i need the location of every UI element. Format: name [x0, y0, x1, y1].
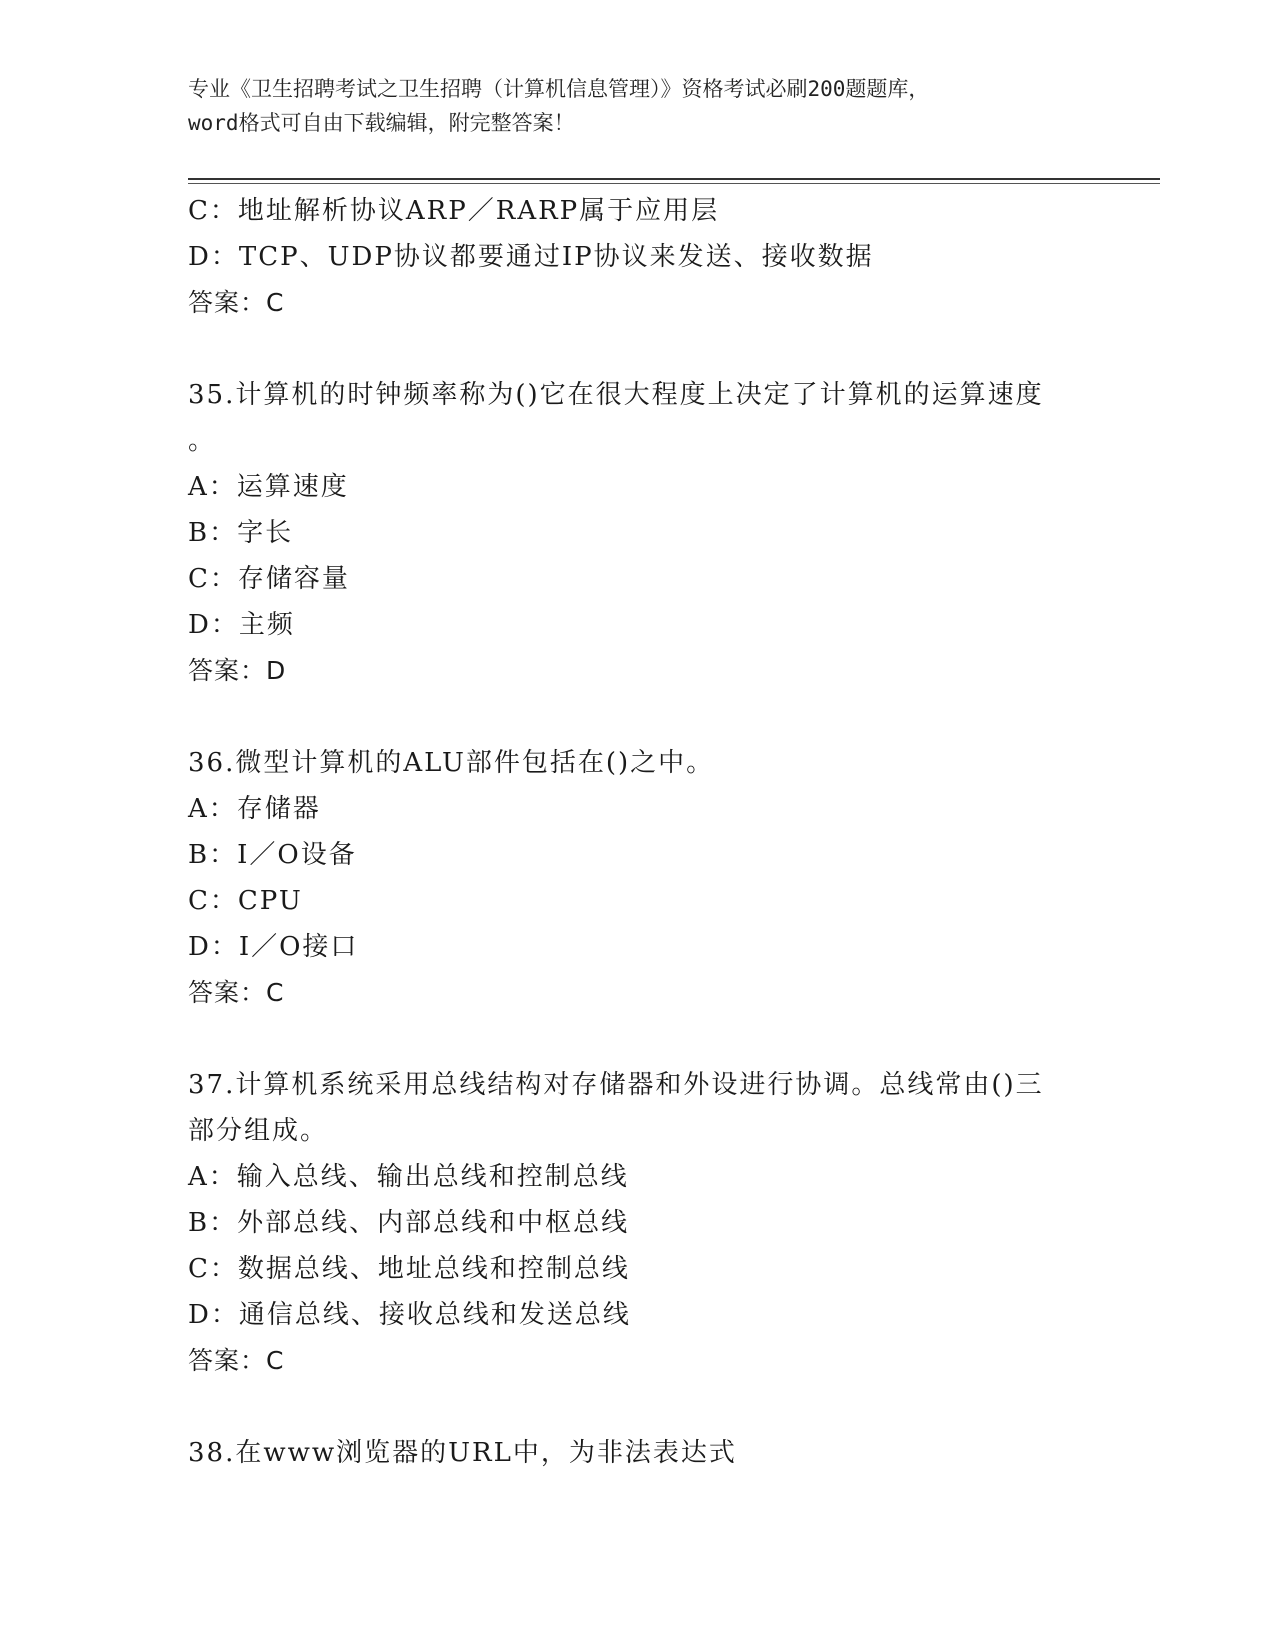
- spacer: [188, 1384, 1088, 1430]
- option-b: B：字长: [188, 518, 294, 548]
- option-d: D：I／O接口: [188, 932, 359, 962]
- question-list: [188, 188, 1088, 1476]
- question-37: [188, 1062, 1088, 1384]
- option-c: C：CPU: [188, 886, 303, 916]
- header-title-line2: word格式可自由下载编辑，附完整答案！: [188, 111, 575, 135]
- header-divider-thick: [188, 178, 1160, 180]
- question-stem: 37.计算机系统采用总线结构对存储器和外设进行协调。总线常由()三: [188, 1070, 1044, 1100]
- header-divider-thin: [188, 183, 1160, 184]
- answer-line: 答案：C: [188, 288, 285, 317]
- spacer: [188, 694, 1088, 740]
- option-d: D：通信总线、接收总线和发送总线: [188, 1300, 631, 1330]
- option-c: C：存储容量: [188, 564, 350, 594]
- option-a: A：输入总线、输出总线和控制总线: [188, 1162, 629, 1192]
- header-title-line1: 专业《卫生招聘考试之卫生招聘（计算机信息管理）》资格考试必刷200题题库，: [188, 77, 930, 101]
- question-38: [188, 1430, 1088, 1476]
- answer-line: 答案：C: [188, 978, 285, 1007]
- option-d: D：TCP、UDP协议都要通过IP协议来发送、接收数据: [188, 242, 874, 272]
- question-stem: 36.微型计算机的ALU部件包括在()之中。: [188, 748, 715, 778]
- option-c: C：地址解析协议ARP／RARP属于应用层: [188, 196, 720, 226]
- option-b: B：I／O设备: [188, 840, 357, 870]
- answer-line: 答案：D: [188, 656, 287, 685]
- answer-line: 答案：C: [188, 1346, 285, 1375]
- question-prev-continued: [188, 188, 1088, 326]
- question-35: [188, 372, 1088, 694]
- option-a: A：存储器: [188, 794, 321, 824]
- option-c: C：数据总线、地址总线和控制总线: [188, 1254, 630, 1284]
- option-a: A：运算速度: [188, 472, 349, 502]
- question-stem-continued: 部分组成。: [188, 1116, 329, 1146]
- question-stem-continued: 。: [188, 426, 217, 456]
- spacer: [188, 1016, 1088, 1062]
- spacer: [188, 326, 1088, 372]
- question-stem: 38.在www浏览器的URL中，为非法表达式: [188, 1438, 737, 1468]
- option-b: B：外部总线、内部总线和中枢总线: [188, 1208, 630, 1238]
- document-header: [188, 72, 1088, 140]
- question-stem: 35.计算机的时钟频率称为()它在很大程度上决定了计算机的运算速度: [188, 380, 1044, 410]
- question-36: [188, 740, 1088, 1016]
- option-d: D：主频: [188, 610, 295, 640]
